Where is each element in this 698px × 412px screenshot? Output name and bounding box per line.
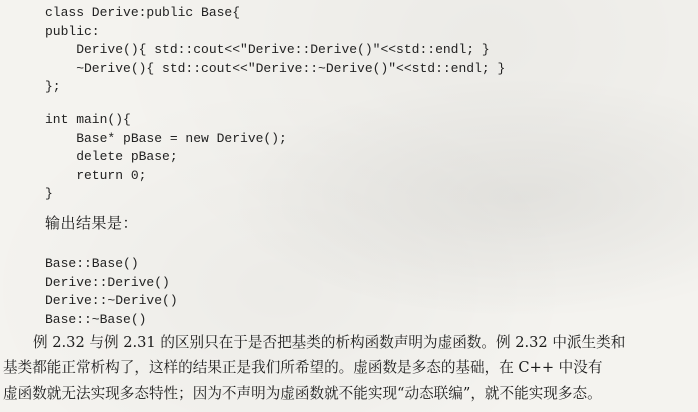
code-line: } [45, 186, 53, 201]
code-line: public: [45, 23, 100, 39]
code-line: Derive(){ std::cout<<"Derive::Derive()"<<std::endl; } [45, 42, 490, 57]
code-line: delete pBase; [45, 149, 178, 164]
code-line: return 0; [45, 167, 147, 183]
code-block-main-function [45, 111, 287, 204]
code-line: ~Derive(){ std::cout<<"Derive::~Derive()"<<std::endl; } [45, 60, 506, 76]
explanation-paragraph [3, 330, 695, 406]
code-line: }; [45, 79, 61, 94]
paragraph-line: 基类都能正常析构了，这样的结果正是我们所希望的。虚函数是多态的基础，在 C++ 中没有 [3, 359, 603, 377]
output-line: Derive::Derive() [45, 274, 170, 290]
code-line: class Derive:public Base{ [45, 5, 241, 20]
output-heading: 输出结果是： [45, 214, 139, 232]
output-line: Base::~Base() [45, 311, 147, 327]
program-output-block [45, 254, 178, 328]
paragraph-line: 虚函数就无法实现多态特性；因为不声明为虚函数就不能实现“动态联编”，就不能实现多态。 [3, 384, 602, 402]
code-line: int main(){ [45, 112, 131, 127]
code-block-derive-class [45, 4, 505, 97]
paragraph-line: 例 2.32 与例 2.31 的区别只在于是否把基类的析构函数声明为虚函数。例 2.32 中派生类和 [33, 334, 626, 351]
output-line: Derive::~Derive() [45, 293, 178, 308]
code-line: Base* pBase = new Derive(); [45, 130, 287, 146]
output-line: Base::Base() [45, 256, 139, 271]
